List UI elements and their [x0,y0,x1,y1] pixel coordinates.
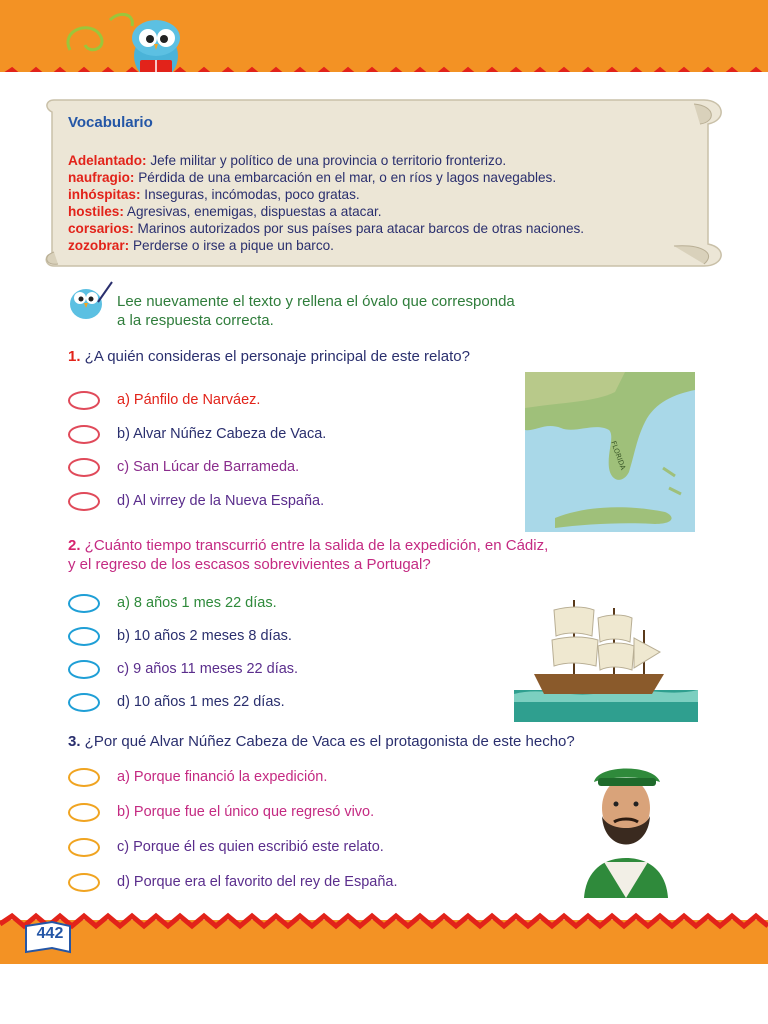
answer-oval[interactable] [68,425,100,444]
vocabulary-entry [68,203,708,220]
answer-oval[interactable] [68,458,100,477]
answer-oval[interactable] [68,693,100,712]
vocabulary-list [68,152,708,254]
question-1-option-a[interactable] [68,388,260,412]
question-2-option-d[interactable] [68,690,285,714]
question-number: 1. [68,348,81,365]
answer-oval[interactable] [68,838,100,857]
question-line [68,536,548,555]
vocabulary-definition: Marinos autorizados por sus países para atacar barcos de otras naciones. [133,221,585,236]
vocabulary-definition: Agresivas, enemigas, dispuestas a atacar. [123,204,382,219]
question-2-option-a[interactable] [68,591,277,615]
answer-oval[interactable] [68,660,100,679]
option-label: c) Porque él es quien escribió este relato. [117,839,384,855]
bird-pencil-icon [64,280,114,324]
question-text: ¿Cuánto tiempo transcurrió entre la salida de la expedición, en Cádiz, [80,537,549,554]
answer-oval[interactable] [68,627,100,646]
option-label: a) 8 años 1 mes 22 días. [117,595,277,611]
vocabulary-term: naufragio: [68,170,135,185]
answer-oval[interactable] [68,768,100,787]
sailing-ship-image [514,590,698,722]
vocabulary-entry [68,220,708,237]
option-label: c) 9 años 11 meses 22 días. [117,661,299,677]
option-label: b) Alvar Núñez Cabeza de Vaca. [117,426,327,442]
instruction-line: a la respuesta correcta. [117,312,274,329]
answer-oval[interactable] [68,873,100,892]
question-2-option-b[interactable] [68,624,292,648]
vocabulary-term: zozobrar: [68,238,130,253]
option-label: d) 10 años 1 mes 22 días. [117,694,285,710]
option-label: c) San Lúcar de Barrameda. [117,459,300,475]
question-3-title [68,733,575,750]
vocabulary-entry [68,169,708,186]
option-label: b) 10 años 2 meses 8 días. [117,628,292,644]
answer-oval[interactable] [68,594,100,613]
question-1-option-c[interactable] [68,455,299,479]
question-2-option-c[interactable] [68,657,298,681]
question-text: ¿Por qué Alvar Núñez Cabeza de Vaca es el protagonista de este hecho? [80,733,575,750]
bottom-decorative-band [0,912,768,964]
vocabulary-term: hostiles: [68,204,124,219]
answer-oval[interactable] [68,391,100,410]
option-label: d) Al virrey de la Nueva España. [117,493,325,509]
question-3-option-c[interactable] [68,835,384,859]
question-text: ¿A quién consideras el personaje principal de este relato? [80,348,470,365]
page-number: 442 [36,925,64,942]
vocabulary-entry [68,152,708,169]
question-3-option-a[interactable] [68,765,327,789]
question-1-title [68,348,470,365]
vocabulary-definition: Jefe militar y político de una provincia o territorio fronterizo. [146,153,507,168]
question-3-option-b[interactable] [68,800,374,824]
vocabulary-definition: Pérdida de una embarcación en el mar, o en ríos y lagos navegables. [134,170,557,185]
vocabulary-term: inhóspitas: [68,187,141,202]
question-1-option-b[interactable] [68,422,326,446]
vocabulary-title: Vocabulario [68,114,153,131]
option-label: b) Porque fue el único que regresó vivo. [117,804,375,820]
map-label: FLORIDA [609,439,627,472]
florida-map-image [525,372,695,532]
question-1-option-d[interactable] [68,489,324,513]
vocabulary-term: Adelantado: [68,153,147,168]
vocabulary-definition: Inseguras, incómodas, poco gratas. [140,187,360,202]
question-2-title [68,536,548,574]
option-label: a) Pánfilo de Narváez. [117,392,261,408]
vocabulary-entry [68,237,708,254]
question-number: 3. [68,733,81,750]
vocabulary-term: corsarios: [68,221,134,236]
answer-oval[interactable] [68,492,100,511]
explorer-portrait-image [574,758,678,898]
question-line: y el regreso de los escasos sobrevivientes a Portugal? [68,556,431,573]
answer-oval[interactable] [68,803,100,822]
instruction-text [117,292,637,330]
instruction-line: Lee nuevamente el texto y rellena el óvalo que corresponda [117,293,515,310]
question-number: 2. [68,537,81,554]
option-label: a) Porque financió la expedición. [117,769,328,785]
option-label: d) Porque era el favorito del rey de España. [117,874,398,890]
vocabulary-entry [68,186,708,203]
question-3-option-d[interactable] [68,870,398,894]
vocabulary-definition: Perderse o irse a pique un barco. [129,238,334,253]
